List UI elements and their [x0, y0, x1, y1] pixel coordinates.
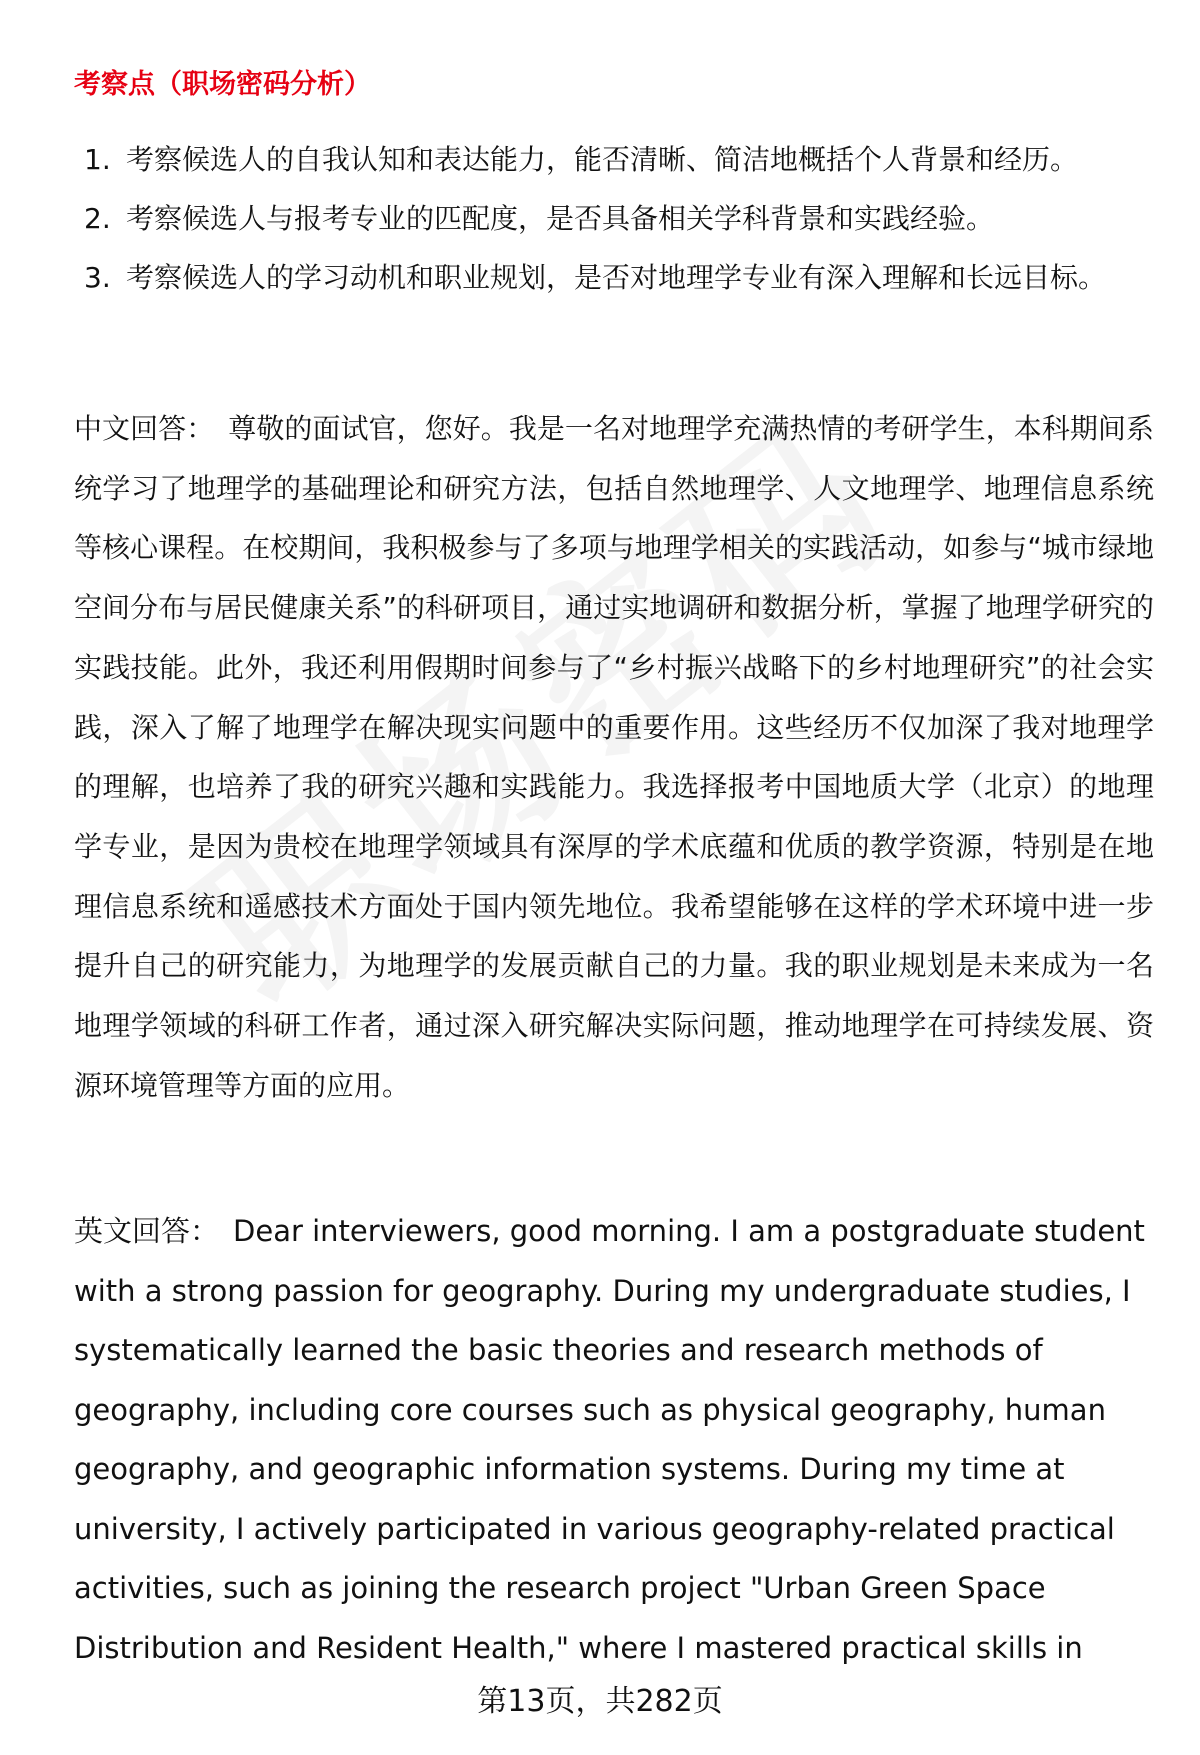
- chinese-answer-text: 尊敬的面试官，您好。我是一名对地理学充满热情的考研学生，本科期间系统学习了地理学的基础理论和研究方法，包括自然地理学、人文地理学、地理信息系统等核心课程。在校期间，我积极参与了多项与地理学相关的实践活动，如参与“城市绿地空间分布与居民健康关系”的科研项目，通过实地调研和数据分析，掌握了地理学研究的实践技能。此外，我还利用假期时间参与了“乡村振兴战略下的乡村地理研究”的社会实践，深入了解了地理学在解决现实问题中的重要作用。这些经历不仅加深了我对地理学的理解，也培养了我的研究兴趣和实践能力。我选择报考中国地质大学（北京）的地理学专业，是因为贵校在地理学领域具有深厚的学术底蕴和优质的教学资源，特别是在地理信息系统和遥感技术方面处于国内领先地位。我希望能够在这样的学术环境中进一步提升自己的研究能力，为地理学的发展贡献自己的力量。我的职业规划是未来成为一名地理学领域的科研工作者，通过深入研究解决实际问题，推动地理学在可持续发展、资源环境管理等方面的应用。: [74, 412, 1154, 1102]
- point-number: 1.: [84, 143, 111, 176]
- chinese-answer-paragraph: [74, 399, 1154, 1115]
- english-answer-paragraph: [74, 1202, 1154, 1678]
- chinese-answer-label: 中文回答：: [74, 412, 215, 445]
- point-text: 考察候选人的自我认知和表达能力，能否清晰、简洁地概括个人背景和经历。: [126, 143, 1079, 176]
- assessment-point: [74, 130, 1134, 189]
- assessment-point: [74, 189, 1134, 248]
- page-number-footer: 第13页，共282页: [477, 1684, 723, 1719]
- section-heading: 考察点（职场密码分析）: [74, 69, 371, 100]
- assessment-point: [74, 248, 1134, 307]
- point-text: 考察候选人与报考专业的匹配度，是否具备相关学科背景和实践经验。: [126, 202, 995, 235]
- point-text: 考察候选人的学习动机和职业规划，是否对地理学专业有深入理解和长远目标。: [126, 261, 1107, 294]
- point-number: 3.: [84, 261, 111, 294]
- assessment-points-list: [74, 130, 1134, 307]
- point-number: 2.: [84, 202, 111, 235]
- english-answer-text: Dear interviewers, good morning. I am a postgraduate student with a strong passion for geography. During my undergraduate studies, I systematically learned the basic theories and research methods of geography, including core courses such as physical geography, human geography, and geographic information systems. During my time at university, I actively participated in various geography-related practical activities, such as joining the research project "Urban Green Space Distribution and Resident Health," where I mastered practical skills in: [74, 1214, 1145, 1665]
- english-answer-label: 英文回答：: [74, 1214, 220, 1248]
